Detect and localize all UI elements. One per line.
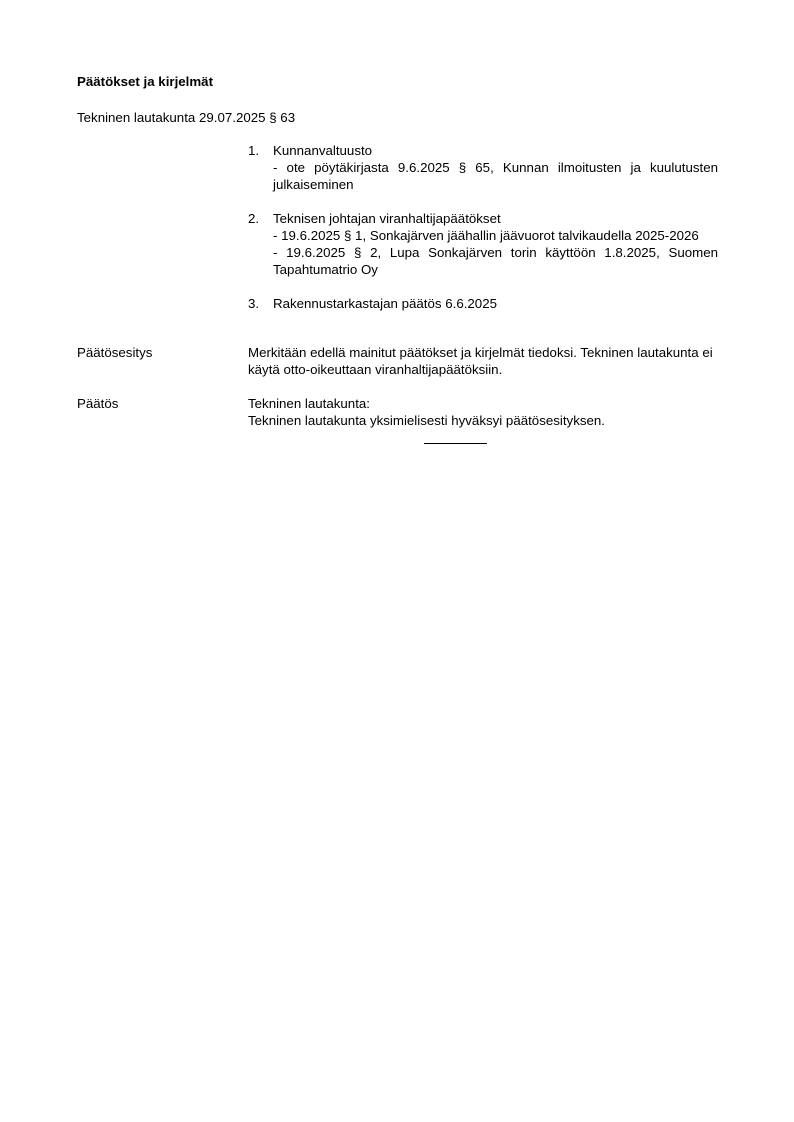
list-item	[248, 142, 718, 193]
item-heading: Rakennustarkastajan päätös 6.6.2025	[273, 296, 497, 311]
item-number: 3.	[248, 296, 260, 311]
item-detail: - ote pöytäkirjasta 9.6.2025 § 65, Kunnan ilmoitusten ja kuulutusten julkaiseminen	[273, 160, 718, 192]
item-detail: - 19.6.2025 § 2, Lupa Sonkajärven torin käyttöön 1.8.2025, Suomen Tapahtumatrio Oy	[273, 245, 718, 277]
item-number: 1.	[248, 143, 260, 158]
item-detail: - 19.6.2025 § 1, Sonkajärven jäähallin jäävuorot talvikaudella 2025-2026	[273, 228, 699, 243]
proposal-label: Päätösesitys	[77, 345, 153, 360]
decision-text	[248, 395, 717, 429]
item-number: 2.	[248, 211, 260, 226]
item-heading: Kunnanvaltuusto	[273, 143, 373, 158]
item-heading: Teknisen johtajan viranhaltijapäätökset	[273, 211, 501, 226]
page-title: Päätökset ja kirjelmät	[77, 74, 213, 89]
proposal-text: Merkitään edellä mainitut päätökset ja kirjelmät tiedoksi. Tekninen lautakunta ei käytä otto-oikeuttaan viranhaltijapäätöksiin.	[248, 345, 713, 377]
list-item	[248, 210, 718, 278]
end-divider	[424, 443, 487, 444]
decision-label: Päätös	[77, 396, 119, 411]
meeting-reference: Tekninen lautakunta 29.07.2025 § 63	[77, 110, 296, 125]
decision-line-1: Tekninen lautakunta:	[248, 396, 370, 411]
decision-line-2: Tekninen lautakunta yksimielisesti hyväksyi päätösesityksen.	[248, 413, 605, 428]
item-list	[248, 142, 718, 329]
list-item	[248, 295, 718, 312]
